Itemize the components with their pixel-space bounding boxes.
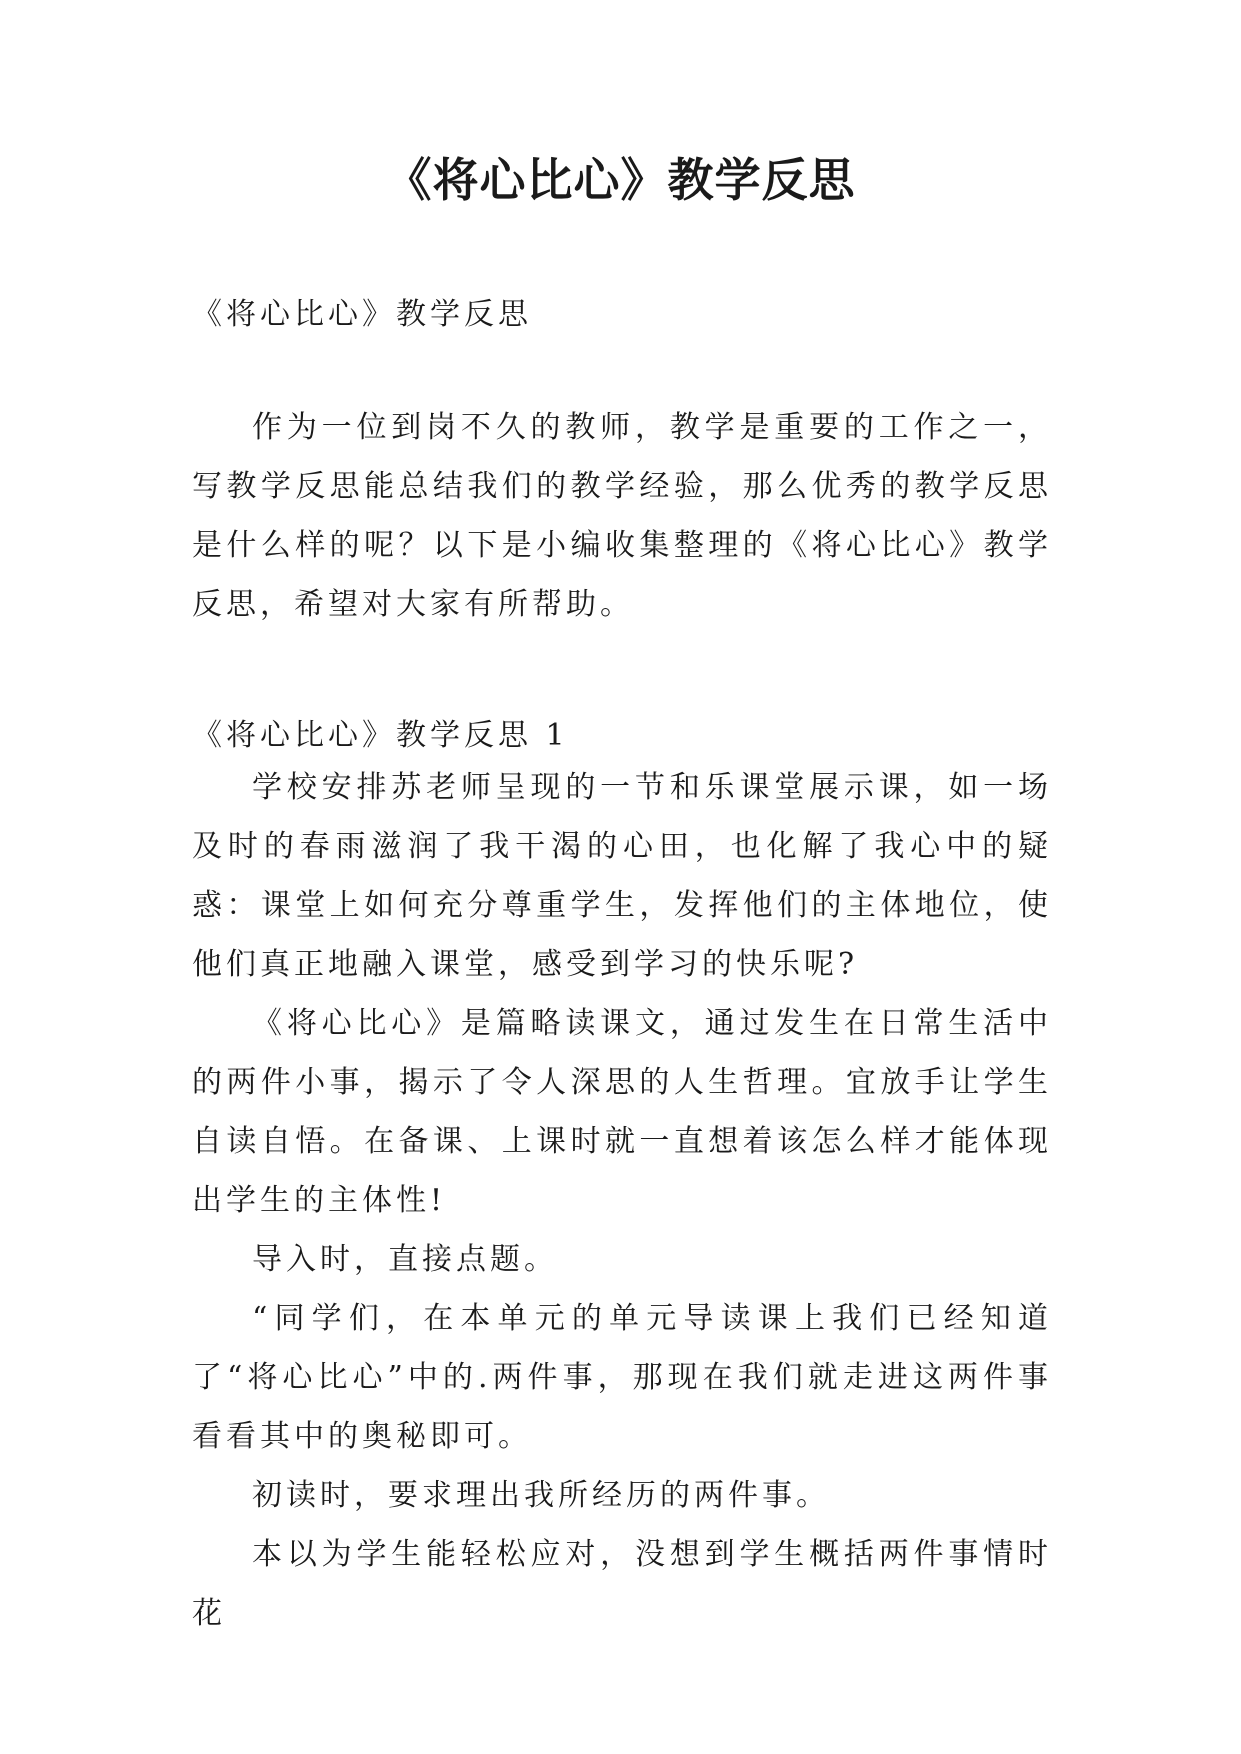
document-title: 《将心比心》教学反思 [385, 153, 856, 207]
body-paragraph: 学校安排苏老师呈现的一节和乐课堂展示课，如一场及时的春雨滋润了我干渴的心田，也化解了我心中的疑惑：课堂上如何充分尊重学生，发挥他们的主体地位，使他们真正地融入课堂，感受到学习的快乐呢? [192, 770, 1052, 982]
document-subtitle: 《将心比心》教学反思 [192, 297, 532, 332]
intro-paragraph: 作为一位到岗不久的教师，教学是重要的工作之一，写教学反思能总结我们的教学经验，那么优秀的教学反思是什么样的呢？以下是小编收集整理的《将心比心》教学反思，希望对大家有所帮助。 [192, 410, 1052, 622]
section-heading: 《将心比心》教学反思 1 [192, 718, 569, 753]
body-paragraph: 《将心比心》是篇略读课文，通过发生在日常生活中的两件小事，揭示了令人深思的人生哲理。宜放手让学生自读自悟。在备课、上课时就一直想着该怎么样才能体现出学生的主体性! [192, 1006, 1052, 1218]
body-paragraph: “同学们，在本单元的单元导读课上我们已经知道了“将心比心”中的.两件事，那现在我们就走进这两件事看看其中的奥秘即可。 [192, 1301, 1052, 1454]
body-paragraph: 本以为学生能轻松应对，没想到学生概括两件事情时花 [192, 1537, 1052, 1631]
section-body [192, 758, 1052, 1643]
body-paragraph: 初读时，要求理出我所经历的两件事。 [252, 1478, 830, 1513]
body-paragraph: 导入时，直接点题。 [252, 1242, 558, 1277]
